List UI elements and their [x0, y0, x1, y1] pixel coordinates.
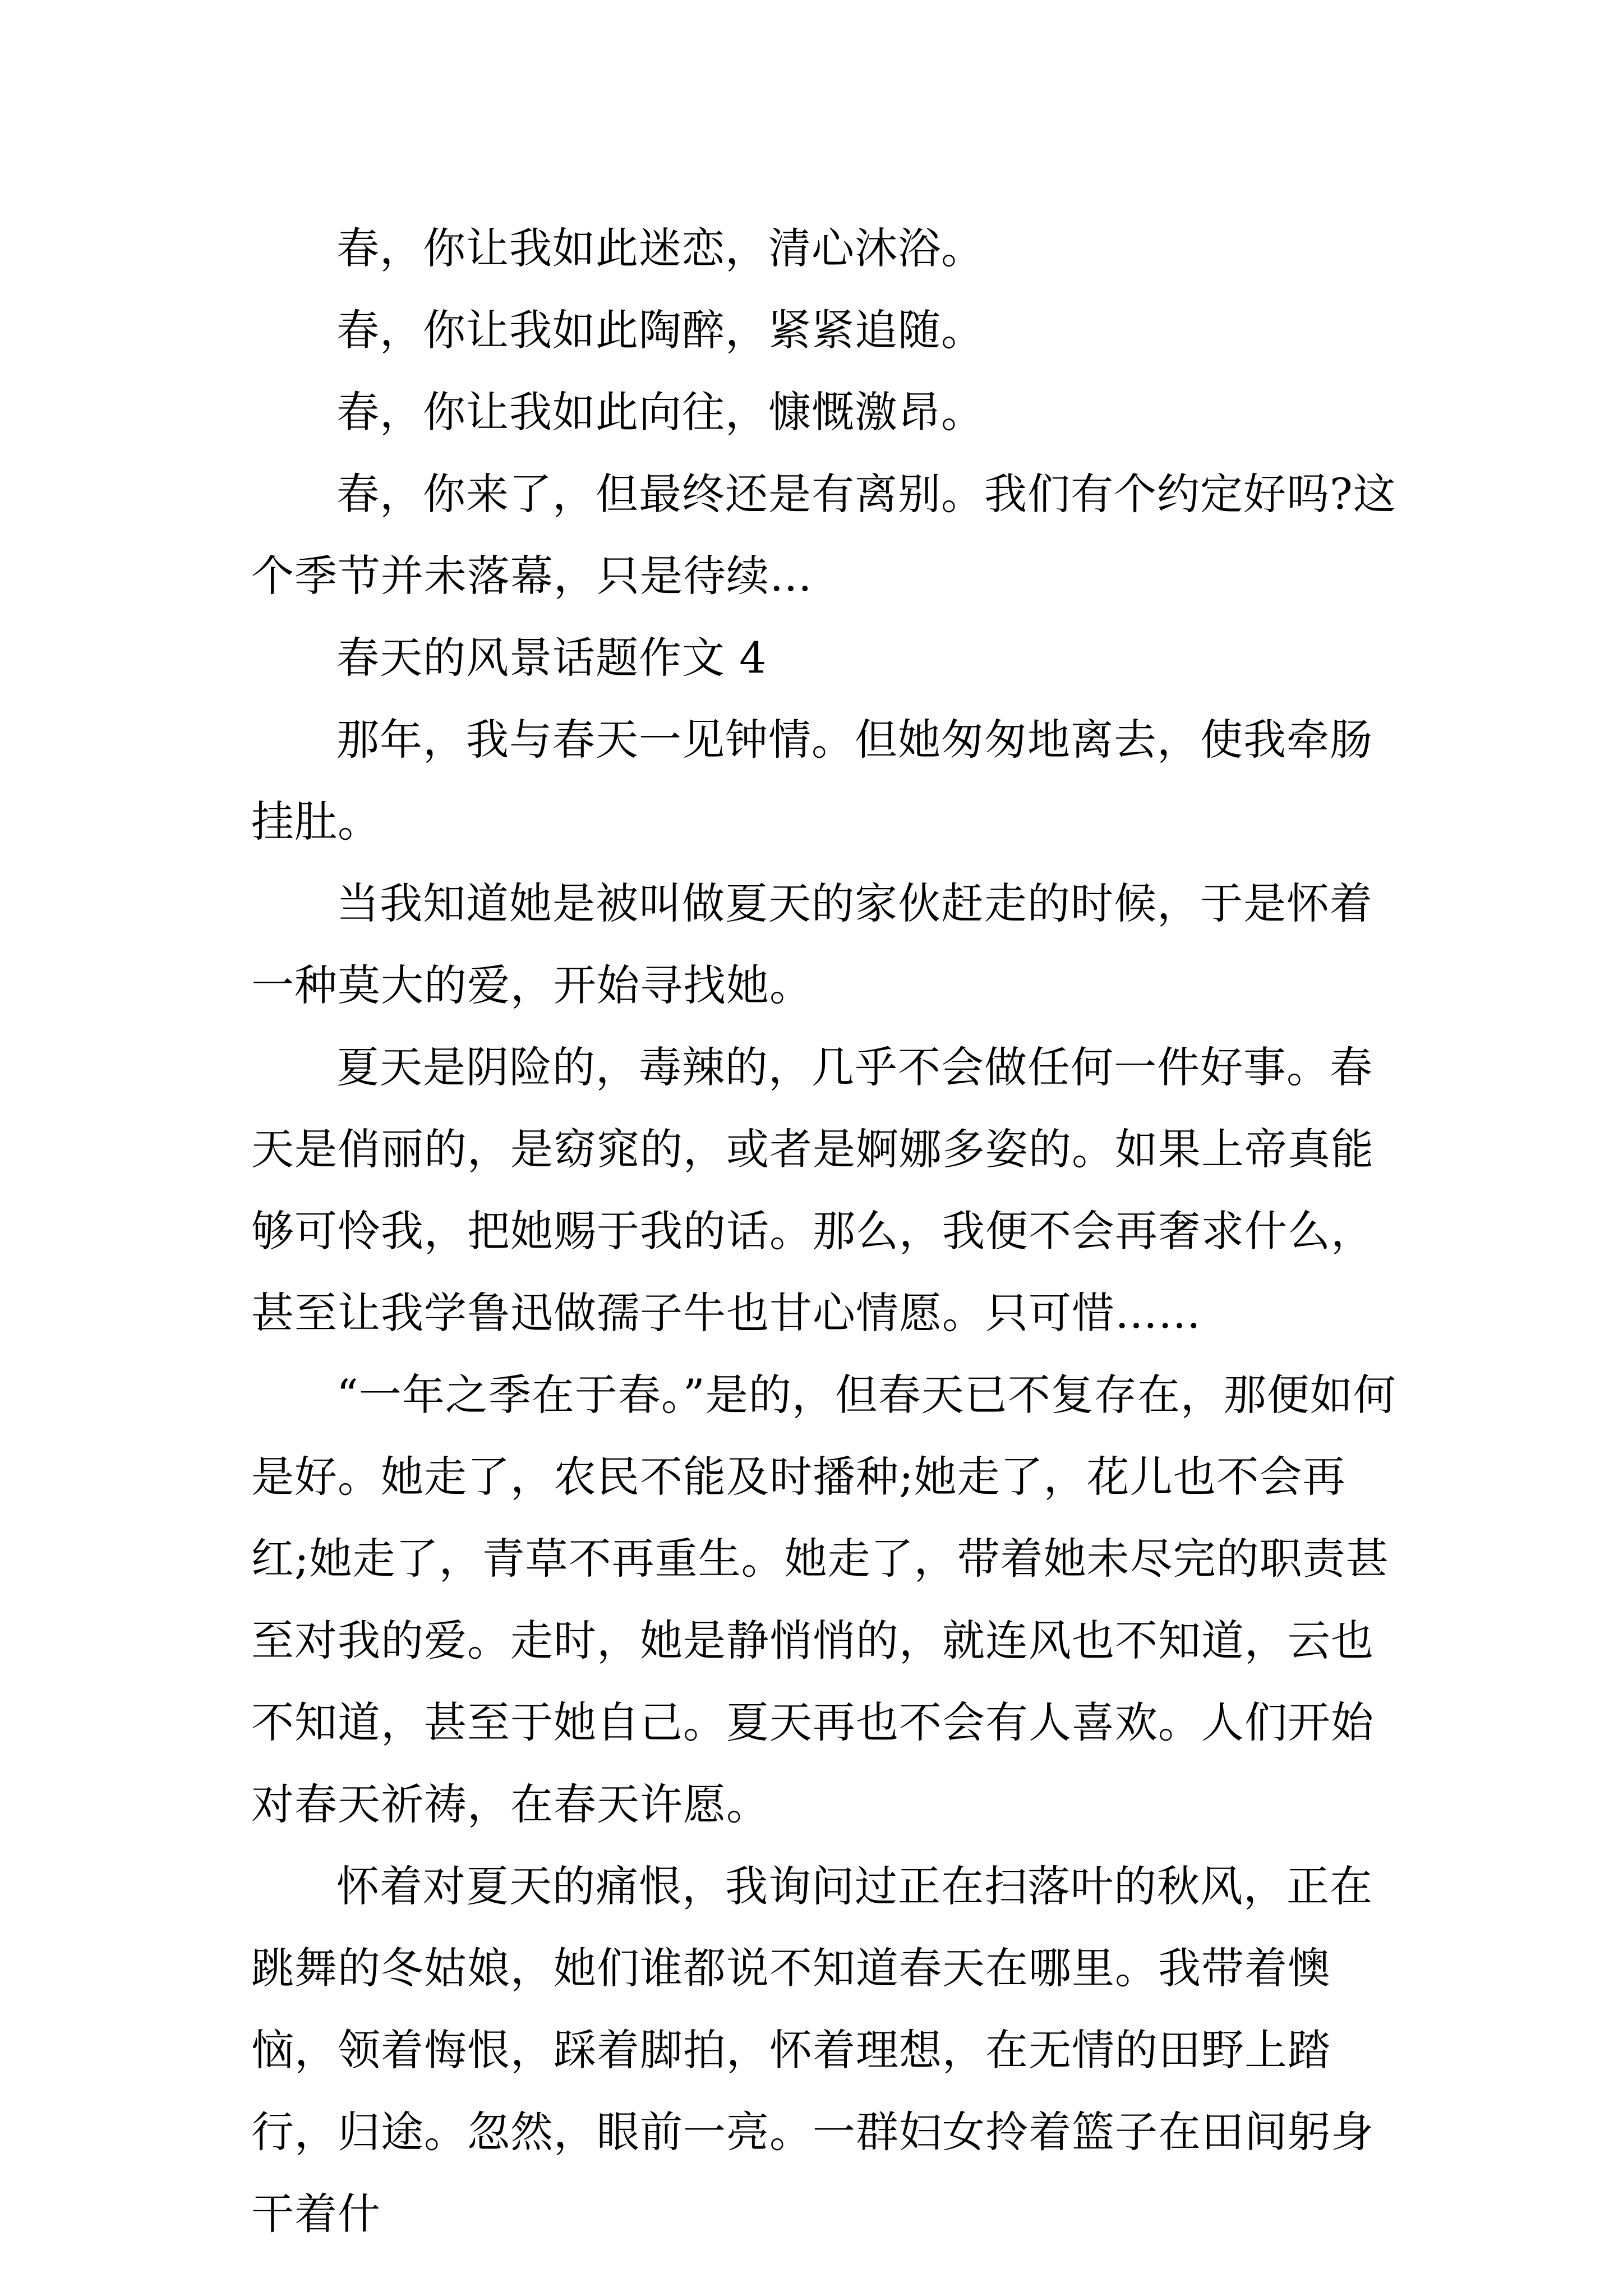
paragraph: 那年，我与春天一见钟情。但她匆匆地离去，使我牵肠挂肚。 — [251, 715, 1373, 846]
paragraph: 当我知道她是被叫做夏天的家伙赶走的时候，于是怀着一种莫大的爱，开始寻找她。 — [251, 878, 1373, 1010]
paragraph: 夏天是阴险的，毒辣的，几乎不会做任何一件好事。春天是俏丽的，是窈窕的，或者是婀娜多姿的。如果上帝真能够可怜我，把她赐于我的话。那么，我便不会再奢求什么，甚至让我学鲁迅做孺子牛也甘心情愿。只可惜…… — [251, 1042, 1374, 1338]
paragraph: 怀着对夏天的痛恨，我询问过正在扫落叶的秋风，正在跳舞的冬姑娘，她们谁都说不知道春天在哪里。我带着懊恼，领着悔恨，踩着脚拍，怀着理想，在无情的田野上踏行，归途。忽然，眼前一亮。一群妇女拎着篮子在田间躬身干着什 — [251, 1861, 1374, 2239]
paragraph: 春，你来了，但最终还是有离别。我们有个约定好吗?这个季节并未落幕，只是待续… — [251, 469, 1396, 601]
paragraph: 春，你让我如此向往，慷慨激昂。 — [336, 387, 984, 437]
paragraph: 春，你让我如此迷恋，清心沐浴。 — [336, 223, 984, 273]
document-body — [251, 208, 1401, 2255]
section-title: 春天的风景话题作文 4 — [336, 633, 767, 683]
paragraph: 春，你让我如此陶醉，紧紧追随。 — [336, 305, 984, 355]
paragraph: “一年之季在于春。”是的，但春天已不复存在，那便如何是好。她走了，农民不能及时播种;她走了，花儿也不会再红;她走了，青草不再重生。她走了，带着她未尽完的职责甚至对我的爱。走时，她是静悄悄的，就连风也不知道，云也不知道，甚至于她自己。夏天再也不会有人喜欢。人们开始对春天祈祷，在春天许愿。 — [251, 1370, 1396, 1829]
